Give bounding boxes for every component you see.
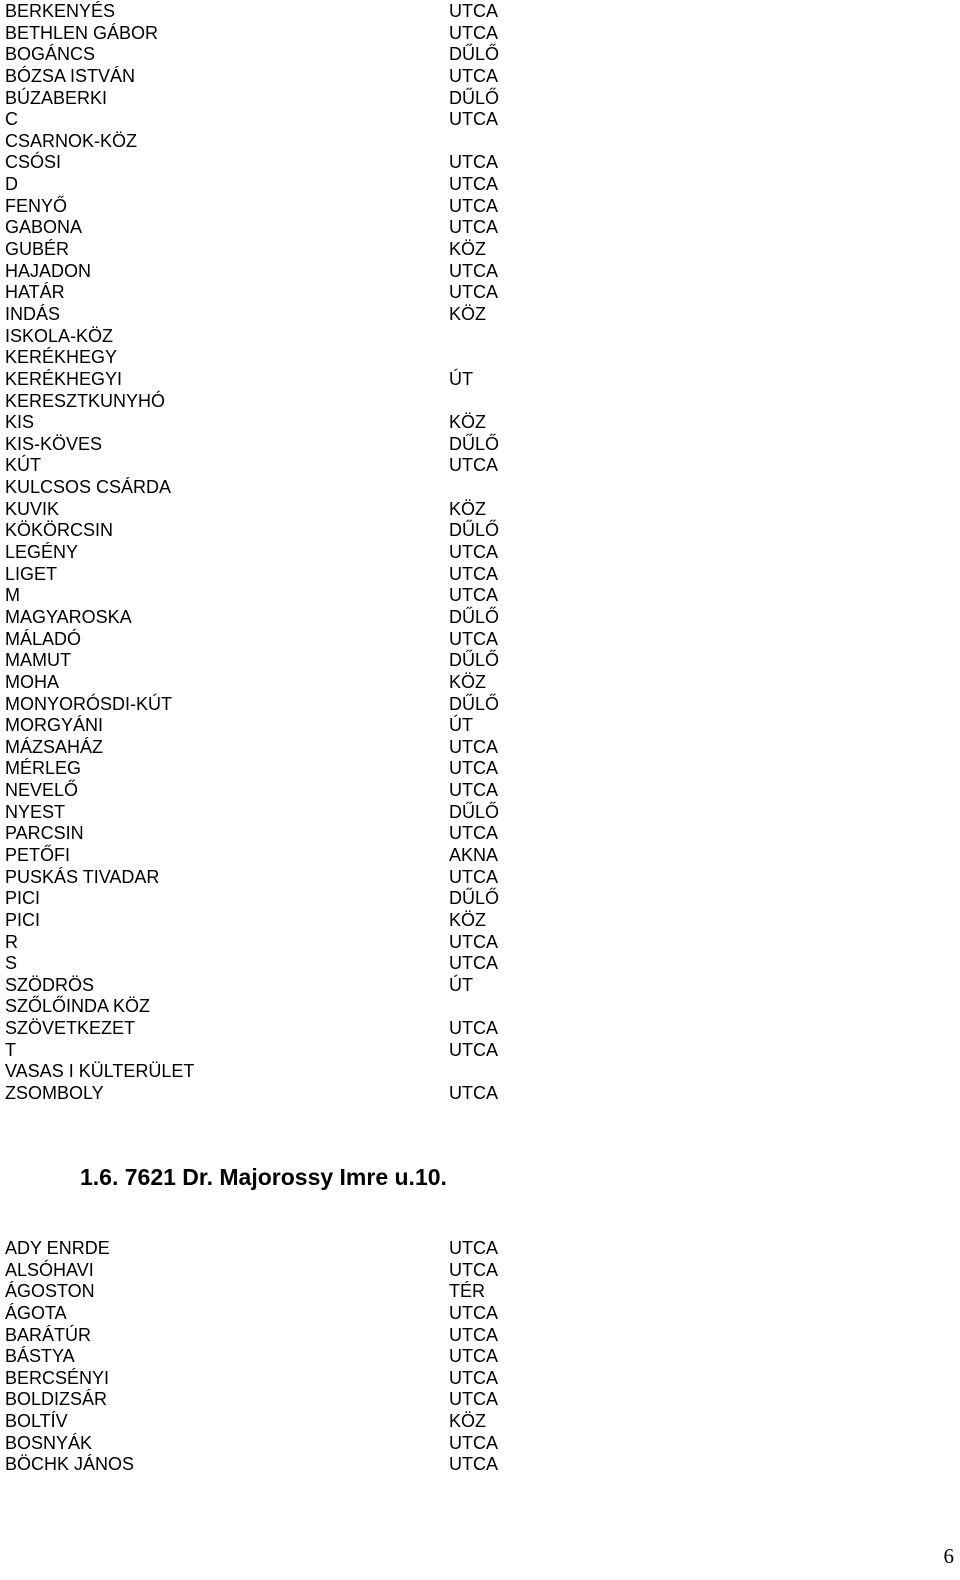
street-type: UTCA xyxy=(449,1083,498,1104)
street-name: CSARNOK-KÖZ xyxy=(5,130,138,151)
street-row xyxy=(5,780,565,802)
street-name: PICI xyxy=(5,888,41,909)
street-row xyxy=(5,737,565,759)
street-name: MÁZSAHÁZ xyxy=(5,736,104,757)
street-row xyxy=(5,542,565,564)
street-type: UTCA xyxy=(449,1039,498,1060)
street-name: C xyxy=(5,109,18,130)
street-name: BÁSTYA xyxy=(5,1346,75,1367)
street-type: UTCA xyxy=(449,1432,498,1453)
street-type: TÉR xyxy=(449,1281,485,1302)
street-type: DŰLŐ xyxy=(449,433,500,454)
street-name: M xyxy=(5,585,20,606)
street-type: KÖZ xyxy=(449,909,487,930)
street-row xyxy=(5,239,565,261)
street-list-2 xyxy=(5,1238,565,1476)
street-row xyxy=(5,326,565,348)
street-row xyxy=(5,564,565,586)
street-row xyxy=(5,1454,565,1476)
street-type: DŰLŐ xyxy=(449,888,500,909)
street-name: LIGET xyxy=(5,563,58,584)
street-type: UTCA xyxy=(449,953,498,974)
street-name: MAMUT xyxy=(5,650,71,671)
street-row xyxy=(5,585,565,607)
street-name: MORGYÁNI xyxy=(5,715,104,736)
street-row xyxy=(5,109,565,131)
street-name: ADY ENRDE xyxy=(5,1238,110,1258)
street-type: UTCA xyxy=(449,1,498,21)
street-type: UTCA xyxy=(449,217,498,238)
street-type: DŰLŐ xyxy=(449,606,500,627)
street-row xyxy=(5,152,565,174)
street-name: KUVIK xyxy=(5,498,60,519)
street-type: KÖZ xyxy=(449,239,487,260)
street-name: KERÉKHEGY xyxy=(5,347,118,368)
street-name: MONYORÓSDI-KÚT xyxy=(5,693,173,714)
street-name: HATÁR xyxy=(5,282,65,303)
street-type: UTCA xyxy=(449,22,498,43)
street-row xyxy=(5,477,565,499)
street-name: R xyxy=(5,931,18,952)
street-name: PICI xyxy=(5,909,41,930)
street-row xyxy=(5,174,565,196)
street-name: BOSNYÁK xyxy=(5,1432,93,1453)
street-name: BERCSÉNYI xyxy=(5,1367,110,1388)
street-row xyxy=(5,520,565,542)
street-name: NYEST xyxy=(5,801,66,822)
street-type: UTCA xyxy=(449,585,498,606)
street-name: ÁGOTA xyxy=(5,1302,67,1323)
street-row xyxy=(5,1061,565,1083)
street-row xyxy=(5,888,565,910)
street-type: UTCA xyxy=(449,628,498,649)
page-number: 6 xyxy=(943,1544,954,1568)
street-type: UTCA xyxy=(449,195,498,216)
street-name: SZÖDRÖS xyxy=(5,974,95,995)
street-name: MAGYAROSKA xyxy=(5,606,132,627)
street-type: AKNA xyxy=(449,844,499,865)
street-name: ZSOMBOLY xyxy=(5,1083,104,1104)
street-row xyxy=(5,1,565,23)
street-name: PUSKÁS TIVADAR xyxy=(5,866,160,887)
street-row xyxy=(5,1303,565,1325)
street-type: UTCA xyxy=(449,174,498,195)
street-name: S xyxy=(5,953,18,974)
street-name: MÉRLEG xyxy=(5,758,82,779)
street-name: MOHA xyxy=(5,671,59,692)
street-name: ALSÓHAVI xyxy=(5,1259,94,1280)
street-row xyxy=(5,44,565,66)
street-type: KÖZ xyxy=(449,1411,487,1432)
street-name: D xyxy=(5,174,18,195)
street-type: DŰLŐ xyxy=(449,520,500,541)
street-row xyxy=(5,455,565,477)
street-name: KIS-KÖVES xyxy=(5,433,103,454)
street-type: UTCA xyxy=(449,542,498,563)
street-type: UTCA xyxy=(449,1259,498,1280)
street-row xyxy=(5,412,565,434)
street-name: BÓZSA ISTVÁN xyxy=(5,65,136,86)
street-row xyxy=(5,131,565,153)
street-name: ISKOLA-KÖZ xyxy=(5,325,114,346)
street-name: MÁLADÓ xyxy=(5,628,82,649)
street-row xyxy=(5,607,565,629)
street-row xyxy=(5,802,565,824)
street-row xyxy=(5,996,565,1018)
street-type: ÚT xyxy=(449,974,473,995)
street-type: UTCA xyxy=(449,152,498,173)
street-name: INDÁS xyxy=(5,303,61,324)
street-name: KÖKÖRCSIN xyxy=(5,520,114,541)
street-name: GUBÉR xyxy=(5,239,70,260)
street-name: BARÁTÚR xyxy=(5,1324,92,1345)
street-name: BÚZABERKI xyxy=(5,87,108,108)
street-type: UTCA xyxy=(449,736,498,757)
street-row xyxy=(5,1368,565,1390)
street-type: ÚT xyxy=(449,368,473,389)
street-name: PETŐFI xyxy=(5,844,71,865)
street-name: KERESZTKUNYHÓ xyxy=(5,390,166,411)
street-type: UTCA xyxy=(449,563,498,584)
street-name: BETHLEN GÁBOR xyxy=(5,22,159,43)
street-type: UTCA xyxy=(449,758,498,779)
street-row xyxy=(5,715,565,737)
street-type: UTCA xyxy=(449,455,498,476)
street-type: KÖZ xyxy=(449,303,487,324)
street-name: SZŐLŐINDA KÖZ xyxy=(5,996,151,1017)
street-name: LEGÉNY xyxy=(5,542,79,563)
street-row xyxy=(5,910,565,932)
street-type: DŰLŐ xyxy=(449,87,500,108)
street-row xyxy=(5,1238,565,1260)
street-row xyxy=(5,196,565,218)
street-type: UTCA xyxy=(449,866,498,887)
street-type: DŰLŐ xyxy=(449,801,500,822)
street-row xyxy=(5,261,565,283)
street-row xyxy=(5,953,565,975)
street-row xyxy=(5,1411,565,1433)
street-row xyxy=(5,932,565,954)
street-type: DŰLŐ xyxy=(449,44,500,65)
street-type: UTCA xyxy=(449,1238,498,1258)
street-type: UTCA xyxy=(449,65,498,86)
street-name: GABONA xyxy=(5,217,83,238)
street-name: PARCSIN xyxy=(5,823,84,844)
section-heading: 1.6. 7621 Dr. Majorossy Imre u.10. xyxy=(80,1164,447,1190)
street-row xyxy=(5,1389,565,1411)
street-name: HAJADON xyxy=(5,260,92,281)
street-name: ÁGOSTON xyxy=(5,1281,95,1302)
street-name: KÚT xyxy=(5,455,41,476)
street-row xyxy=(5,1433,565,1455)
street-name: KERÉKHEGYI xyxy=(5,368,123,389)
street-name: KIS xyxy=(5,412,35,433)
street-row xyxy=(5,1083,565,1105)
street-row xyxy=(5,1260,565,1282)
street-name: FENYŐ xyxy=(5,195,68,216)
street-row xyxy=(5,758,565,780)
street-row xyxy=(5,391,565,413)
street-row xyxy=(5,650,565,672)
street-row xyxy=(5,23,565,45)
street-row xyxy=(5,672,565,694)
street-name: BÖCHK JÁNOS xyxy=(5,1454,135,1475)
street-row xyxy=(5,975,565,997)
street-type: UTCA xyxy=(449,1302,498,1323)
street-row xyxy=(5,867,565,889)
street-type: UTCA xyxy=(449,260,498,281)
street-type: KÖZ xyxy=(449,498,487,519)
street-type: UTCA xyxy=(449,109,498,130)
street-row xyxy=(5,694,565,716)
street-type: UTCA xyxy=(449,1018,498,1039)
street-name: SZÖVETKEZET xyxy=(5,1018,136,1039)
street-row xyxy=(5,1325,565,1347)
street-type: UTCA xyxy=(449,823,498,844)
street-name: BERKENYÉS xyxy=(5,1,116,21)
street-row xyxy=(5,434,565,456)
street-row xyxy=(5,347,565,369)
street-name: T xyxy=(5,1039,16,1060)
street-row xyxy=(5,1018,565,1040)
street-type: ÚT xyxy=(449,715,473,736)
street-name: CSÓSI xyxy=(5,152,62,173)
street-row xyxy=(5,88,565,110)
street-type: UTCA xyxy=(449,1346,498,1367)
street-row xyxy=(5,629,565,651)
street-name: VASAS I KÜLTERÜLET xyxy=(5,1061,195,1082)
street-type: UTCA xyxy=(449,1389,498,1410)
street-row xyxy=(5,1281,565,1303)
street-row xyxy=(5,1346,565,1368)
street-row xyxy=(5,304,565,326)
street-type: UTCA xyxy=(449,1324,498,1345)
street-type: UTCA xyxy=(449,1367,498,1388)
street-row xyxy=(5,499,565,521)
street-list-1 xyxy=(5,1,565,1105)
street-name: KULCSOS CSÁRDA xyxy=(5,477,172,498)
street-row xyxy=(5,217,565,239)
street-name: BOGÁNCS xyxy=(5,44,96,65)
street-row xyxy=(5,369,565,391)
street-row xyxy=(5,282,565,304)
street-name: BOLDIZSÁR xyxy=(5,1389,108,1410)
street-type: UTCA xyxy=(449,1454,498,1475)
street-type: UTCA xyxy=(449,931,498,952)
street-type: UTCA xyxy=(449,780,498,801)
street-type: DŰLŐ xyxy=(449,650,500,671)
street-type: DŰLŐ xyxy=(449,693,500,714)
street-type: KÖZ xyxy=(449,671,487,692)
street-type: KÖZ xyxy=(449,412,487,433)
street-row xyxy=(5,66,565,88)
street-row xyxy=(5,823,565,845)
street-row xyxy=(5,845,565,867)
street-name: BOLTÍV xyxy=(5,1411,68,1432)
street-row xyxy=(5,1040,565,1062)
street-type: UTCA xyxy=(449,282,498,303)
street-name: NEVELŐ xyxy=(5,780,79,801)
